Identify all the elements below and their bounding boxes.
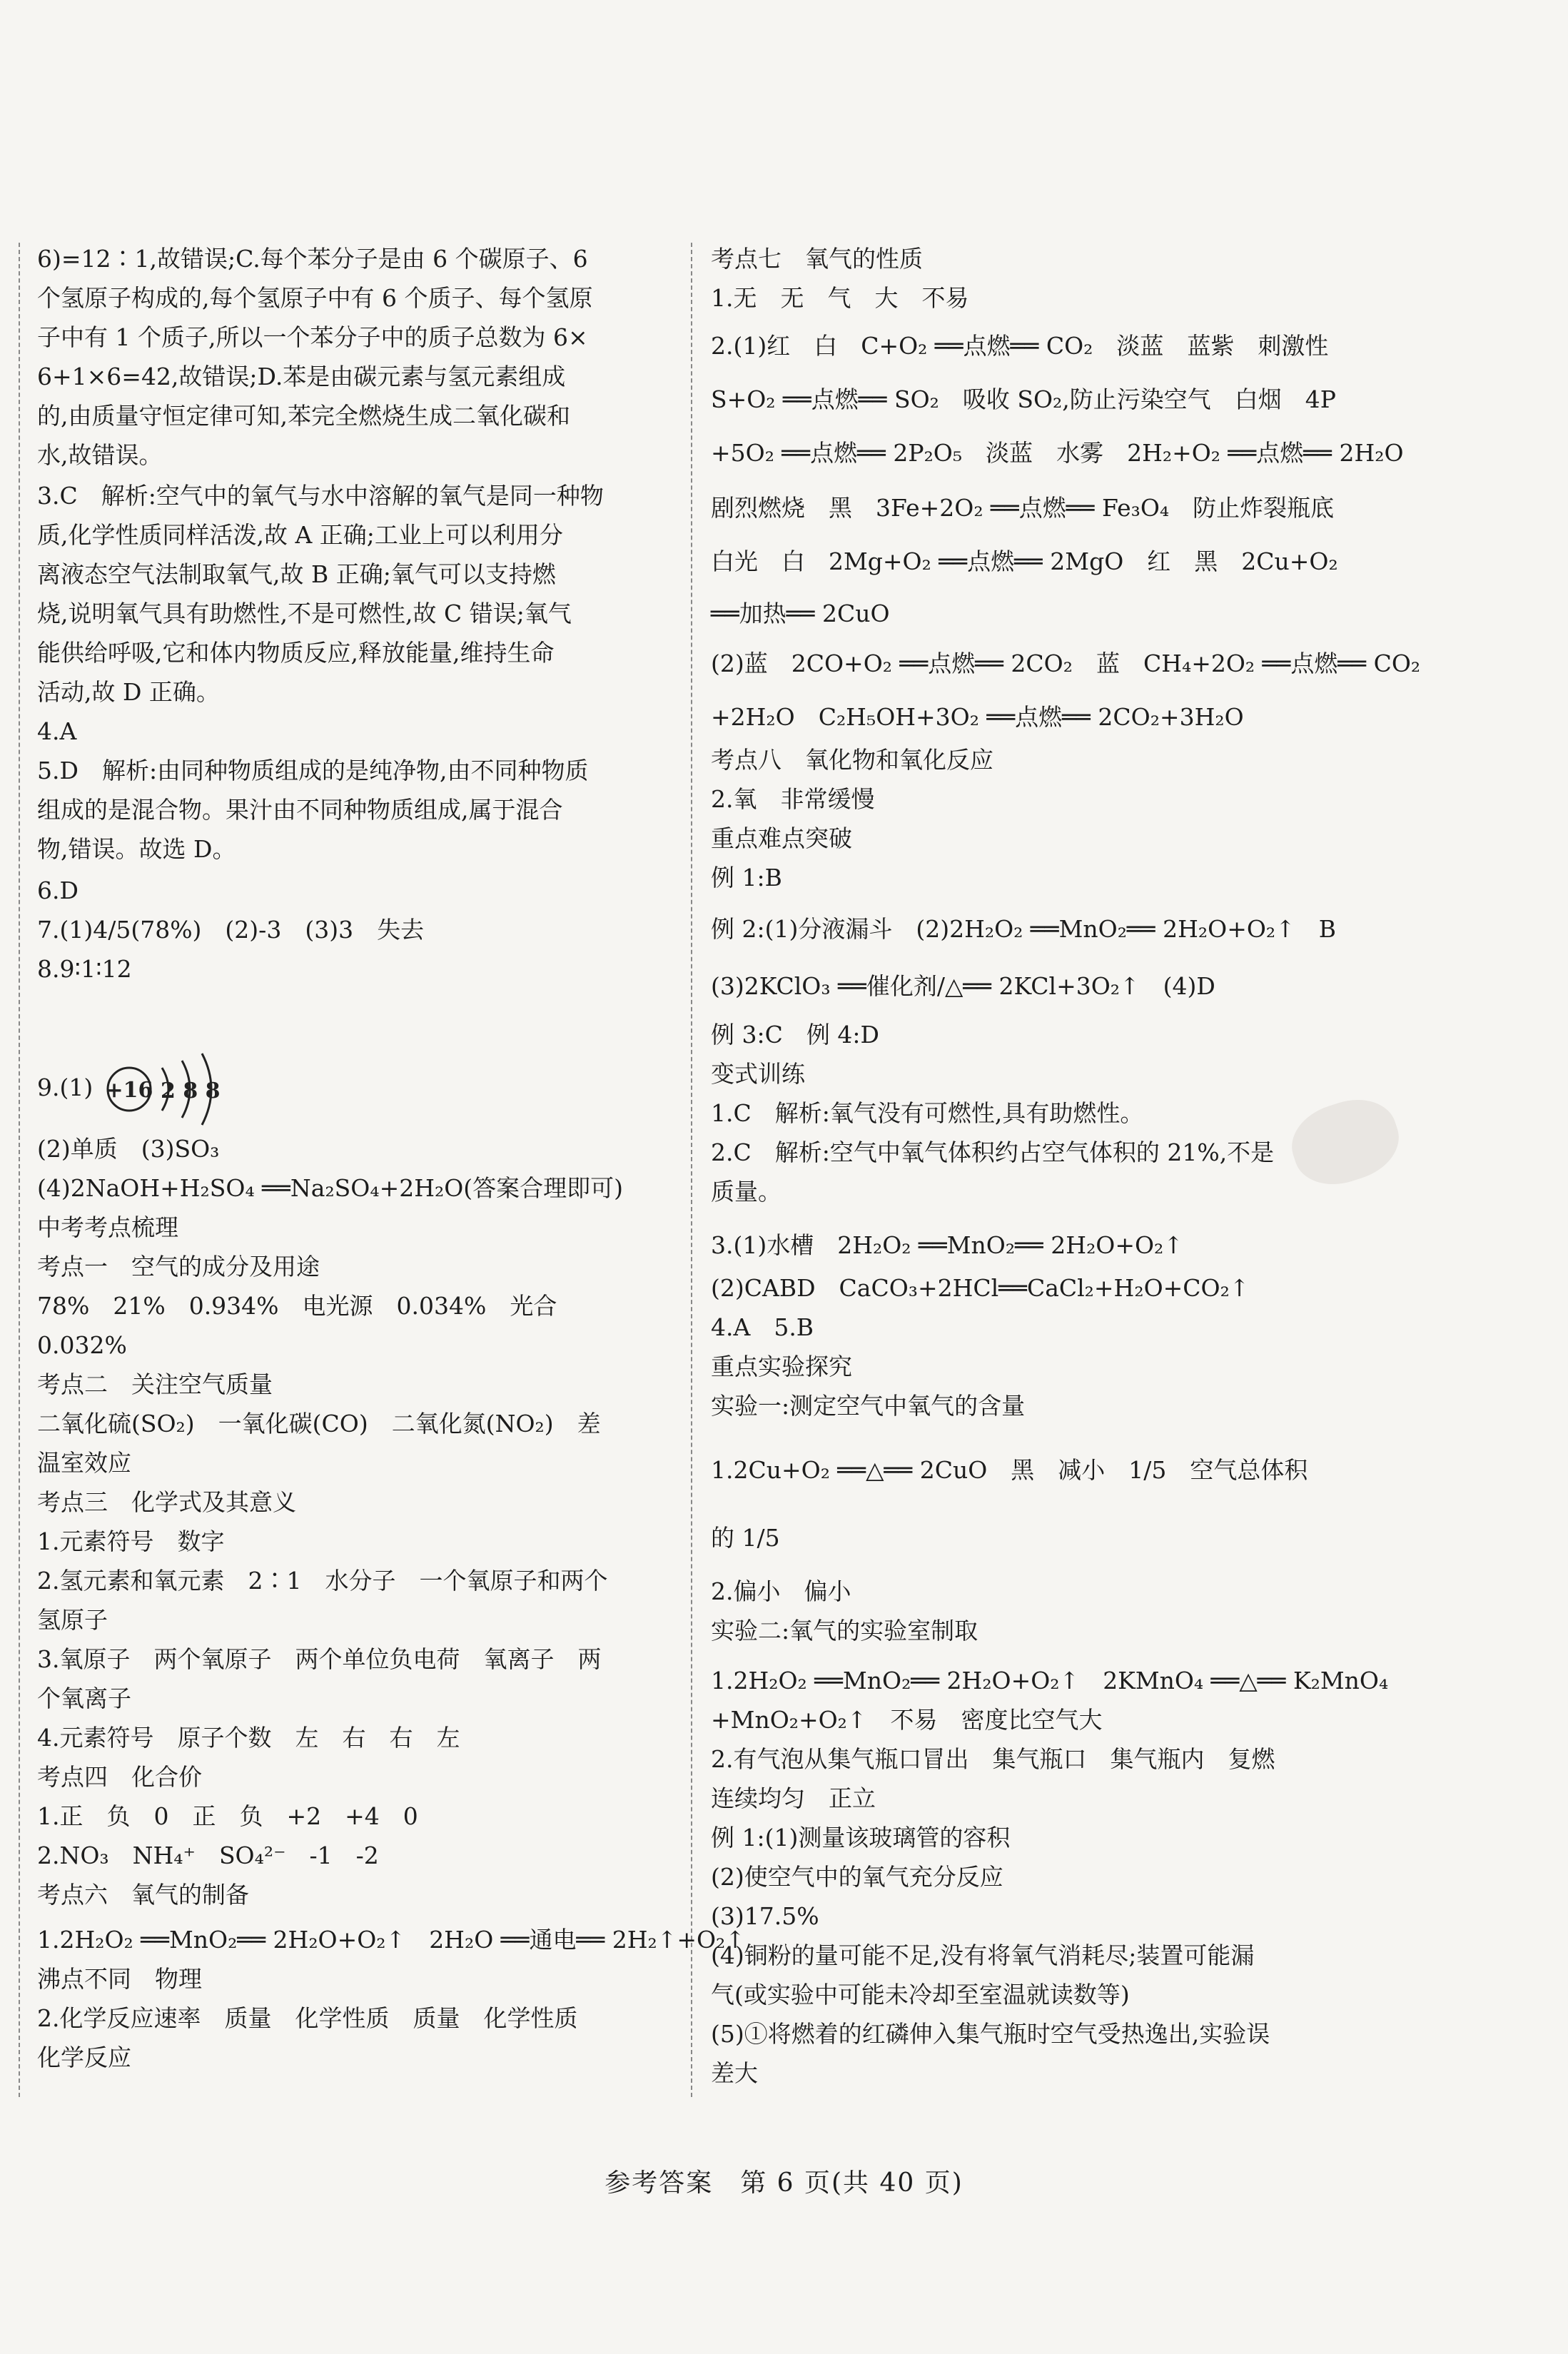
text-line: 化学反应 [37, 2044, 131, 2071]
text-line: 例 2:(1)分液漏斗 (2)2H₂O₂ ══MnO₂══ 2H₂O+O₂↑ B [711, 915, 1337, 943]
text-line: 个氧离子 [37, 1684, 131, 1712]
text-line: 6+1×6=42,故错误;D.苯是由碳元素与氢元素组成 [37, 363, 566, 390]
text-line: 连续均匀 正立 [711, 1784, 876, 1812]
text-line: 个氢原子构成的,每个氢原子中有 6 个质子、每个氢原 [37, 284, 593, 312]
text-line: 温室效应 [37, 1449, 131, 1477]
text-line: 4.元素符号 原子个数 左 右 右 左 [37, 1724, 460, 1752]
section-heading: 考点八 氧化物和氧化反应 [711, 746, 993, 774]
text-line: 0.032% [37, 1331, 127, 1359]
text-line: (3)2KClO₃ ══催化剂/△══ 2KCl+3O₂↑ (4)D [711, 972, 1215, 1000]
section-heading: 实验二:氧气的实验室制取 [711, 1617, 978, 1645]
text-line: 3.(1)水槽 2H₂O₂ ══MnO₂══ 2H₂O+O₂↑ [711, 1231, 1183, 1259]
text-line: 1.无 无 气 大 不易 [711, 284, 969, 312]
text-line: 2.氢元素和氧元素 2∶1 水分子 一个氧原子和两个 [37, 1567, 608, 1595]
text-line: 1.C 解析:氧气没有可燃性,具有助燃性。 [711, 1099, 1144, 1127]
text-line: (2)单质 (3)SO₃ [37, 1135, 220, 1163]
text-line: (3)17.5% [711, 1902, 819, 1930]
text-line: 2.C 解析:空气中氧气体积约占空气体积的 21%,不是 [711, 1138, 1275, 1166]
atom-nucleus-label: +16 [105, 1078, 153, 1103]
text-line: 的 1/5 [711, 1524, 780, 1552]
text-line: 3.氧原子 两个氧原子 两个单位负电荷 氧离子 两 [37, 1645, 602, 1673]
text-line: 例 3:C 例 4:D [711, 1021, 879, 1049]
text-line: 活动,故 D 正确。 [37, 678, 220, 706]
text-line: 6)=12∶1,故错误;C.每个苯分子是由 6 个碳原子、6 [37, 245, 588, 273]
text-line: 二氧化硫(SO₂) 一氧化碳(CO) 二氧化氮(NO₂) 差 [37, 1410, 601, 1438]
text-line: 1.元素符号 数字 [37, 1527, 225, 1555]
text-line: 2.NO₃ NH₄⁺ SO₄²⁻ -1 -2 [37, 1842, 379, 1869]
section-heading: 变式训练 [711, 1060, 805, 1088]
text-line: (4)铜粉的量可能不足,没有将氧气消耗尽;装置可能漏 [711, 1941, 1255, 1969]
left-margin-line [19, 243, 20, 2097]
text-line: 2.化学反应速率 质量 化学性质 质量 化学性质 [37, 2004, 578, 2032]
text-line: 离液态空气法制取氧气,故 B 正确;氧气可以支持燃 [37, 560, 556, 588]
text-line: 水,故错误。 [37, 441, 163, 469]
page-footer: 参考答案 第 6 页(共 40 页) [605, 2168, 963, 2198]
text-line: 的,由质量守恒定律可知,苯完全燃烧生成二氧化碳和 [37, 402, 570, 430]
section-heading: 考点七 氧气的性质 [711, 245, 923, 273]
text-line: 烧,说明氧气具有助燃性,不是可燃性,故 C 错误;氧气 [37, 600, 572, 627]
text-line: 6.D [37, 877, 79, 904]
text-line: 实验一:测定空气中氧气的含量 [711, 1392, 1026, 1420]
text-line: +5O₂ ══点燃══ 2P₂O₅ 淡蓝 水雾 2H₂+O₂ ══点燃══ 2H₂O [711, 439, 1404, 467]
text-line: 质量。 [711, 1178, 782, 1206]
text-line: +MnO₂+O₂↑ 不易 密度比空气大 [711, 1706, 1103, 1734]
text-line: 能供给呼吸,它和体内物质反应,释放能量,维持生命 [37, 639, 555, 667]
text-line: 物,错误。故选 D。 [37, 835, 236, 863]
text-line: 差大 [711, 2059, 758, 2087]
text-line: (2)CABD CaCO₃+2HCl══CaCl₂+H₂O+CO₂↑ [711, 1274, 1250, 1302]
text-line: 子中有 1 个质子,所以一个苯分子中的质子总数为 6× [37, 323, 588, 351]
text-line: 7.(1)4/5(78%) (2)-3 (3)3 失去 [37, 916, 425, 944]
sulfur-atom-structure-diagram [101, 1046, 272, 1132]
text-line: 8.9∶1∶12 [37, 955, 132, 983]
text-line: 1.2H₂O₂ ══MnO₂══ 2H₂O+O₂↑ 2KMnO₄ ══△══ K₂MnO₄ [711, 1667, 1389, 1694]
text-line: 3.C 解析:空气中的氧气与水中溶解的氧气是同一种物 [37, 482, 604, 510]
text-line: 沸点不同 物理 [37, 1965, 202, 1993]
text-line: 2.有气泡从集气瓶口冒出 集气瓶口 集气瓶内 复燃 [711, 1745, 1275, 1773]
text-line: 质,化学性质同样活泼,故 A 正确;工业上可以利用分 [37, 521, 563, 549]
text-line: (5)①将燃着的红磷伸入集气瓶时空气受热逸出,实验误 [711, 2020, 1270, 2048]
text-line: ══加热══ 2CuO [711, 600, 890, 627]
text-line: 2.氧 非常缓慢 [711, 785, 875, 813]
section-heading: 考点二 关注空气质量 [37, 1370, 273, 1398]
text-line: 2.偏小 偏小 [711, 1577, 851, 1605]
text-line: 78% 21% 0.934% 电光源 0.034% 光合 [37, 1292, 557, 1320]
section-heading: 考点四 化合价 [37, 1763, 202, 1791]
seal-stamp-icon [1283, 1088, 1409, 1196]
column-divider [691, 243, 692, 2097]
section-heading: 重点实验探究 [711, 1353, 852, 1380]
text-line: (4)2NaOH+H₂SO₄ ══Na₂SO₄+2H₂O(答案合理即可) [37, 1174, 624, 1202]
text-line: 剧烈燃烧 黑 3Fe+2O₂ ══点燃══ Fe₃O₄ 防止炸裂瓶底 [711, 494, 1335, 522]
text-line: 氢原子 [37, 1606, 108, 1634]
text-line: (2)蓝 2CO+O₂ ══点燃══ 2CO₂ 蓝 CH₄+2O₂ ══点燃══ CO₂ [711, 650, 1421, 677]
text-line: 1.2H₂O₂ ══MnO₂══ 2H₂O+O₂↑ 2H₂O ══通电══ 2H₂↑+O₂↑ [37, 1926, 745, 1954]
text-line [37, 1046, 272, 1132]
section-heading: 考点一 空气的成分及用途 [37, 1253, 320, 1280]
text-line: 1.2Cu+O₂ ══△══ 2CuO 黑 减小 1/5 空气总体积 [711, 1456, 1308, 1484]
section-heading: 考点六 氧气的制备 [37, 1881, 249, 1909]
section-heading: 中考考点梳理 [37, 1213, 178, 1241]
question-label: 9.(1) [37, 1074, 93, 1101]
text-line: 组成的是混合物。果汁由不同种物质组成,属于混合 [37, 796, 563, 824]
text-line: 2.(1)红 白 C+O₂ ══点燃══ CO₂ 淡蓝 蓝紫 刺激性 [711, 332, 1329, 360]
text-line: 4.A 5.B [711, 1313, 814, 1341]
text-line: 例 1:B [711, 864, 782, 891]
text-line: 白光 白 2Mg+O₂ ══点燃══ 2MgO 红 黑 2Cu+O₂ [711, 547, 1338, 575]
text-line: 1.正 负 0 正 负 +2 +4 0 [37, 1802, 418, 1830]
atom-shells-label: 2 8 8 [160, 1079, 221, 1103]
text-line: 5.D 解析:由同种物质组成的是纯净物,由不同种物质 [37, 757, 589, 784]
text-line: 4.A [37, 717, 77, 745]
section-heading: 重点难点突破 [711, 824, 852, 852]
text-line: (2)使空气中的氧气充分反应 [711, 1863, 1003, 1891]
text-line: 气(或实验中可能未冷却至室温就读数等) [711, 1981, 1130, 2009]
section-heading: 考点三 化学式及其意义 [37, 1488, 296, 1516]
text-line: +2H₂O C₂H₅OH+3O₂ ══点燃══ 2CO₂+3H₂O [711, 703, 1244, 731]
text-line: S+O₂ ══点燃══ SO₂ 吸收 SO₂,防止污染空气 白烟 4P [711, 385, 1336, 413]
text-line: 例 1:(1)测量该玻璃管的容积 [711, 1824, 1011, 1852]
